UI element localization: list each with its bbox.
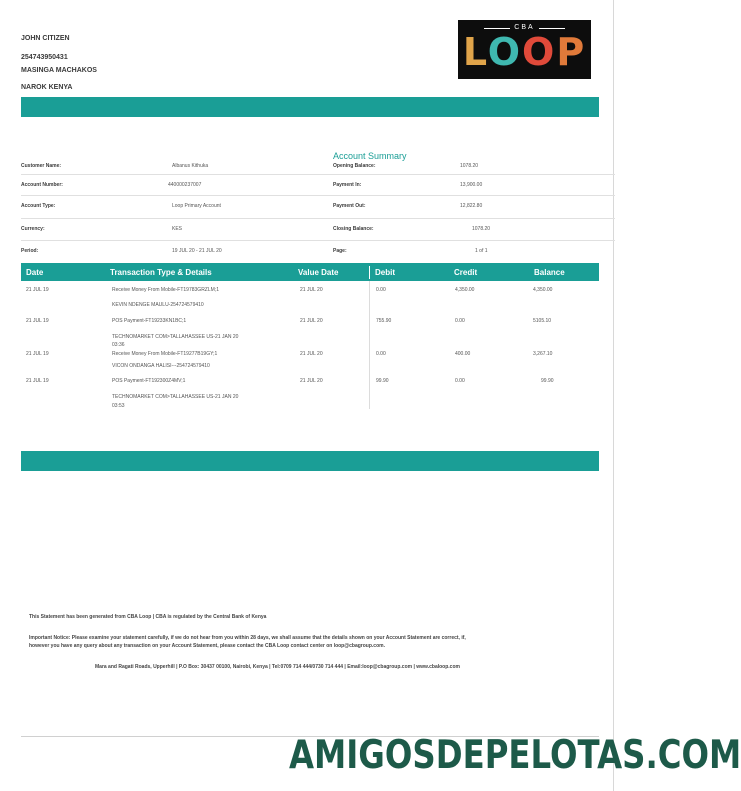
row-date: 21 JUL 19 [26, 287, 49, 293]
row-value-date: 21 JUL 20 [300, 378, 323, 384]
table-column-divider [369, 281, 370, 409]
cba-loop-logo [458, 20, 591, 79]
closing-balance-value: 1078.20 [472, 226, 491, 232]
currency-label: Currency: [21, 226, 45, 232]
customer-name-value: Albanus Kithuka [172, 163, 209, 169]
currency-value: KES [172, 226, 183, 232]
row-debit: 0.00 [376, 287, 386, 293]
row-divider [21, 174, 615, 175]
contact-address-line: Mara and Ragati Roads, Upperhill | P.O Box: 30437 00100, Nairobi, Kenya | Tel:0709 714 444/0730 714 444 | Email:loop@cbagroup.com | www.cbaloop.com [95, 664, 460, 670]
row-divider [21, 195, 615, 196]
col-header-value-date: Value Date [298, 268, 339, 277]
account-type-label: Account Type: [21, 203, 56, 209]
page-value: 1 of 1 [475, 248, 488, 254]
period-label: Period: [21, 248, 39, 254]
statement-generated-note: This Statement has been generated from CBA Loop | CBA is regulated by the Central Bank of Kenya [29, 614, 267, 620]
row-value-date: 21 JUL 20 [300, 287, 323, 293]
row-credit: 0.00 [455, 378, 465, 384]
row-details-line: TECHNOMARKET COM>TALLAHASSEE US-21 JAN 20 [112, 334, 239, 340]
row-details-line: 03:36 [112, 342, 125, 348]
row-date: 21 JUL 19 [26, 318, 49, 324]
important-notice-line-2: however you have any query about any transaction on your Account Statement, please contact the CBA Loop contact center on loop@cbagroup.com. [29, 643, 385, 649]
row-balance: 3,267.10 [533, 351, 553, 357]
col-header-date: Date [26, 268, 44, 277]
customer-name: JOHN CITIZEN [21, 35, 70, 42]
row-debit: 755.90 [376, 318, 392, 324]
opening-balance-value: 1078.20 [460, 163, 479, 169]
header-divider [369, 266, 370, 279]
row-details-line: Receive Money From Mobile-FT19277B19GY;1 [112, 351, 218, 357]
col-header-debit: Debit [375, 268, 395, 277]
row-credit: 400.00 [455, 351, 471, 357]
row-divider [21, 240, 615, 241]
logo-loop-word: LOOP [462, 30, 587, 74]
row-value-date: 21 JUL 20 [300, 318, 323, 324]
important-notice-line-1: Important Notice: Please examine your statement carefully, if we do not hear from you within 28 days, we shall assume that the details shown on your Account Statement are correct, if, [29, 635, 466, 641]
col-header-details: Transaction Type & Details [110, 268, 212, 277]
row-divider [21, 218, 615, 219]
account-summary-title: Account Summary [333, 151, 407, 161]
row-balance: 99.90 [541, 378, 554, 384]
col-header-balance: Balance [534, 268, 565, 277]
logo-cba-text: CBA [514, 24, 535, 31]
payment-out-label: Payment Out: [333, 203, 366, 209]
row-date: 21 JUL 19 [26, 351, 49, 357]
row-debit: 0.00 [376, 351, 386, 357]
period-value: 19 JUL 20 - 21 JUL 20 [172, 248, 222, 254]
account-number-value: 440000237007 [168, 182, 202, 188]
row-value-date: 21 JUL 20 [300, 351, 323, 357]
page-right-border [613, 0, 614, 791]
opening-balance-label: Opening Balance: [333, 163, 376, 169]
row-details-line: TECHNOMARKET COM>TALLAHASSEE US-21 JAN 20 [112, 394, 239, 400]
col-header-credit: Credit [454, 268, 478, 277]
closing-balance-label: Closing Balance: [333, 226, 374, 232]
row-credit: 0.00 [455, 318, 465, 324]
payment-in-value: 13,900.00 [460, 182, 483, 188]
account-number-label: Account Number: [21, 182, 63, 188]
row-details-line: Receive Money From Mobile-FT19783GRZLM;1 [112, 287, 219, 293]
row-debit: 99.90 [376, 378, 389, 384]
customer-name-label: Customer Name: [21, 163, 62, 169]
logo-right-line [539, 28, 565, 29]
row-details-line: KEVIN NDENGE MAULU-254724579410 [112, 302, 204, 308]
row-details-line: 03:53 [112, 403, 125, 409]
row-balance: 5105.10 [533, 318, 552, 324]
payment-out-value: 12,822.80 [460, 203, 483, 209]
customer-address-line-1: MASINGA MACHAKOS [21, 67, 97, 74]
page-label: Page: [333, 248, 347, 254]
row-details-line: VICON ONDANGA HALISI---254724579410 [112, 363, 210, 369]
payment-in-label: Payment In: [333, 182, 362, 188]
row-details-line: POS Payment-FT192300Z4MV;1 [112, 378, 186, 384]
row-credit: 4,350.00 [455, 287, 475, 293]
row-balance: 4,350.00 [533, 287, 553, 293]
customer-phone: 254743950431 [21, 54, 68, 61]
footer-teal-bar [21, 451, 599, 471]
customer-address-line-2: NAROK KENYA [21, 84, 73, 91]
header-teal-bar [21, 97, 599, 117]
account-type-value: Loop Primary Account [172, 203, 221, 209]
site-watermark: AMIGOSDEPELOTAS.COM [289, 733, 741, 778]
row-details-line: POS Payment-FT19233KN1BC;1 [112, 318, 187, 324]
row-date: 21 JUL 19 [26, 378, 49, 384]
